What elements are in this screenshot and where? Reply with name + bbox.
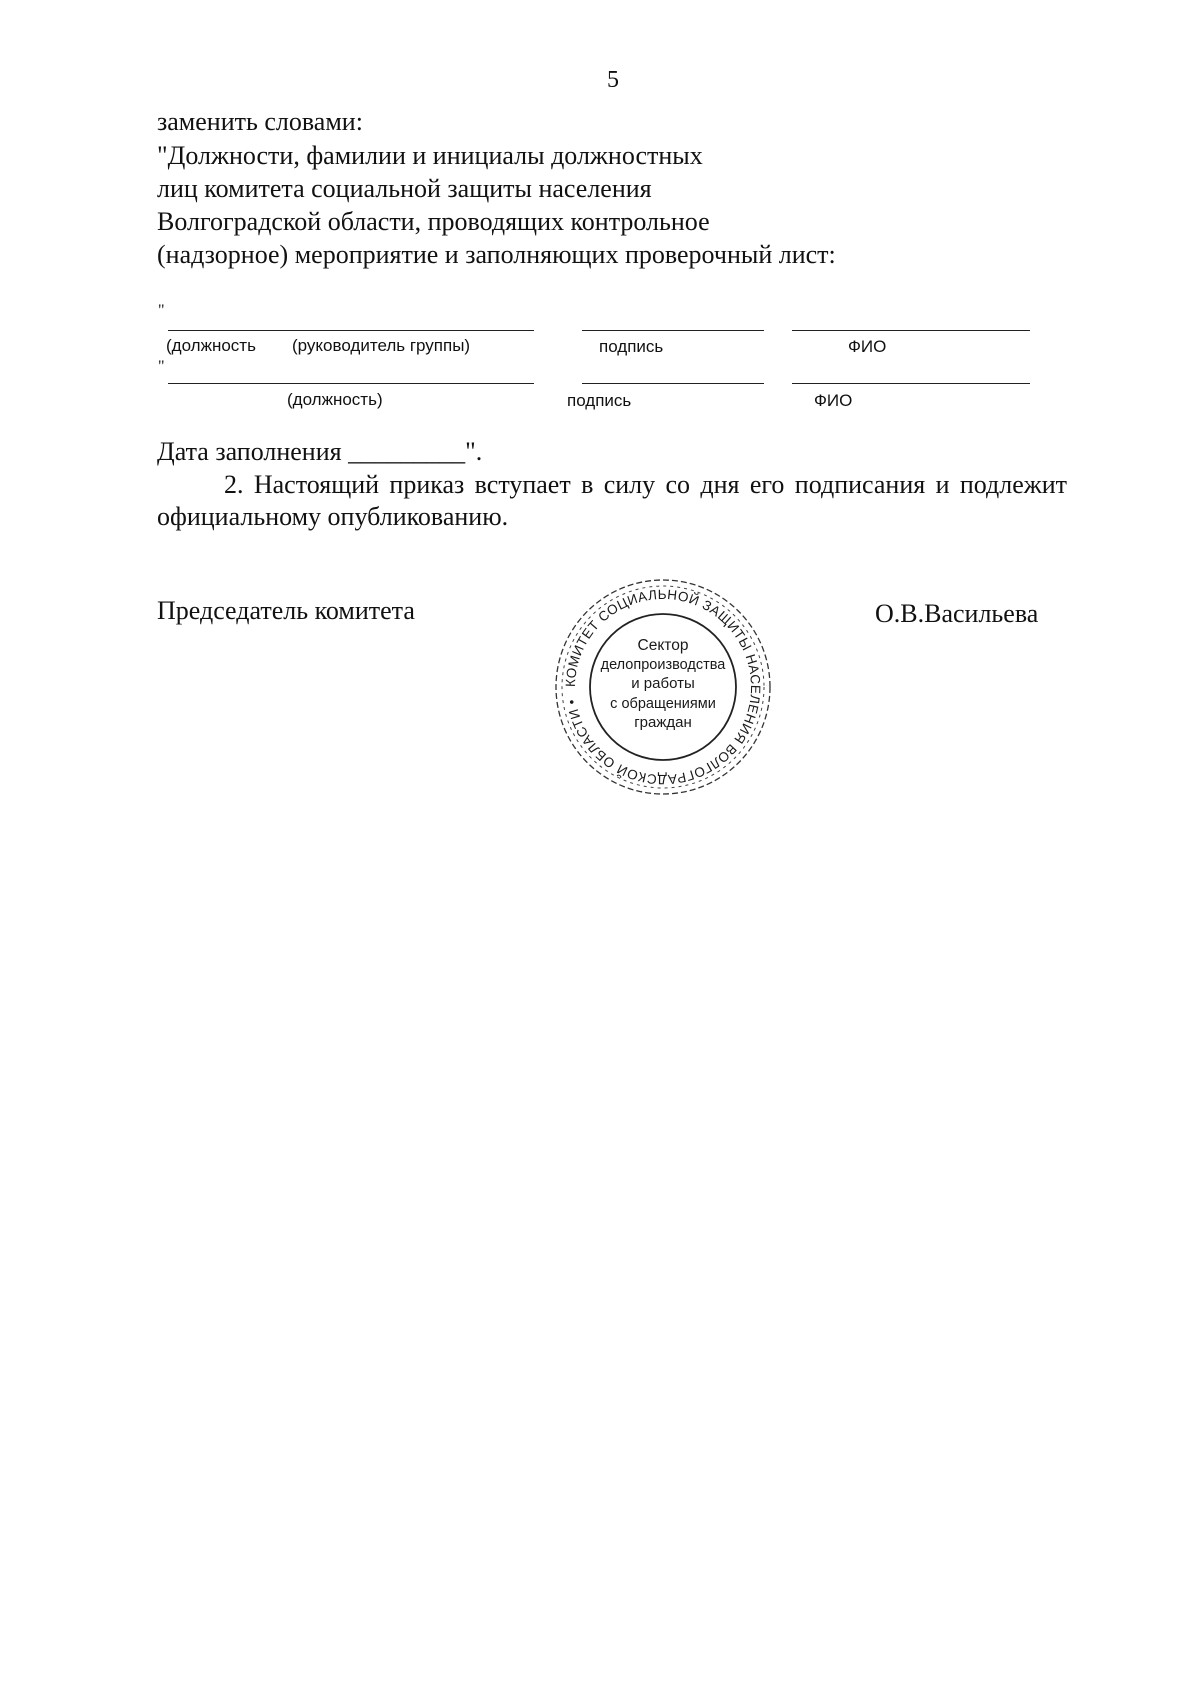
stamp-ring-text: КОМИТЕТ СОЦИАЛЬНОЙ ЗАЩИТЫ НАСЕЛЕНИЯ ВОЛГОГРАДСКОЙ ОБЛАСТИ • xyxy=(562,586,764,788)
chairman-title: Председатель комитета xyxy=(157,596,415,625)
name-line-1 xyxy=(792,330,1030,331)
paragraph-2 xyxy=(157,469,1067,533)
quote-line-2: лиц комитета социальной защиты населения xyxy=(157,174,652,203)
signature-line-2 xyxy=(582,383,764,384)
fill-date-line: Дата заполнения _________". xyxy=(157,437,483,466)
stamp-center-line-2: делопроизводства xyxy=(600,657,726,673)
organization-stamp xyxy=(548,572,778,802)
signature-line-1 xyxy=(582,330,764,331)
quote-mark-2: " xyxy=(158,358,165,375)
name-label-2: ФИО xyxy=(814,391,853,410)
chairman-name: О.В.Васильева xyxy=(875,599,1039,628)
quote-line-1: "Должности, фамилии и инициалы должностных xyxy=(157,141,703,170)
position-label-1: (должность xyxy=(166,336,256,355)
group-leader-label: (руководитель группы) xyxy=(292,336,471,355)
signature-label-2: подпись xyxy=(567,391,632,410)
paragraph-2-text: 2. Настоящий приказ вступает в силу со дня его подписания и подлежит официальному опубликованию. xyxy=(157,470,1067,531)
stamp-center-line-3: и работы xyxy=(631,675,695,692)
quote-line-3: Волгоградской области, проводящих контрольное xyxy=(157,207,710,236)
quote-mark-1: " xyxy=(158,302,165,319)
position-line-1 xyxy=(168,330,534,331)
stamp-center-line-4: с обращениями xyxy=(610,696,716,712)
quote-line-4: (надзорное) мероприятие и заполняющих проверочный лист: xyxy=(157,240,836,269)
page-number: 5 xyxy=(607,67,619,93)
stamp-center-line-1: Сектор xyxy=(637,637,689,654)
signature-label-1: подпись xyxy=(599,337,664,356)
name-label-1: ФИО xyxy=(848,337,887,356)
position-line-2 xyxy=(168,383,534,384)
stamp-center-line-5: граждан xyxy=(634,714,692,731)
intro-line: заменить словами: xyxy=(157,107,363,136)
name-line-2 xyxy=(792,383,1030,384)
position-label-2: (должность) xyxy=(287,390,383,409)
